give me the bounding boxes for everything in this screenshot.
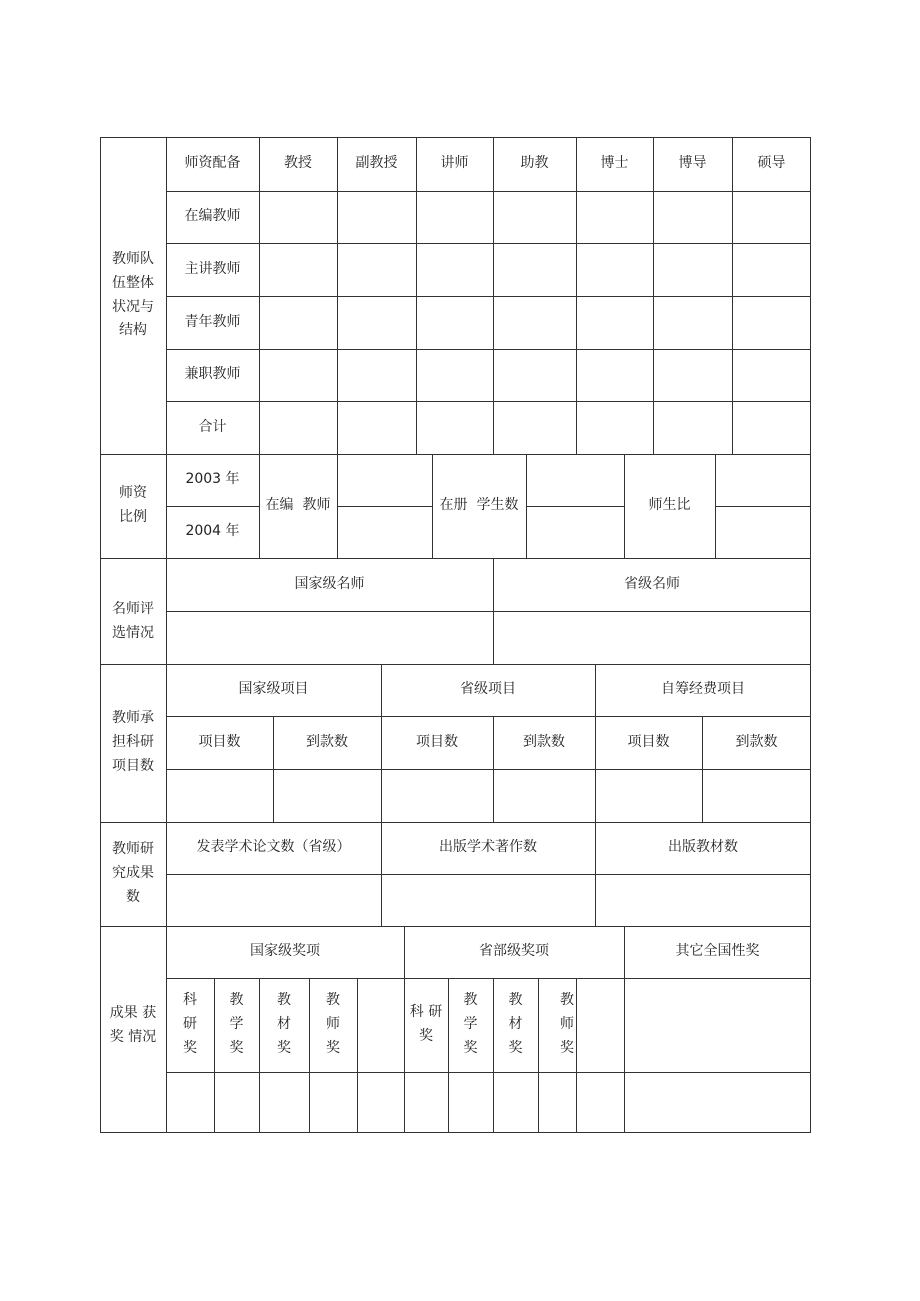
label-line: 选情况 [112, 625, 154, 641]
label-line: 名师评 [112, 601, 154, 618]
award-char: 科 研 [409, 1004, 443, 1021]
group-header: 国家级奖项 [250, 943, 320, 960]
header-cell: 硕导 [757, 155, 786, 172]
result-header: 出版教材数 [668, 839, 738, 856]
award-type-cell [493, 978, 538, 1072]
header-cell: 助教 [520, 155, 549, 172]
award-char: 奖 [326, 1039, 340, 1056]
row-label: 兼职教师 [184, 366, 241, 383]
label-line: 师资 [119, 485, 147, 502]
group-header: 国家级项目 [238, 681, 309, 698]
group-header: 省级项目 [460, 681, 516, 698]
header-cell: 副教授 [355, 155, 398, 172]
award-char: 材 [277, 1016, 291, 1033]
label-line: 究成果 [112, 865, 154, 882]
label-line: 项目数 [112, 757, 154, 774]
header-cell: 教授 [284, 155, 312, 172]
award-char: 教 [508, 992, 523, 1009]
provincial-teacher-header: 省级名师 [624, 575, 680, 592]
award-char: 材 [508, 1016, 523, 1033]
award-char: 奖 [560, 1039, 574, 1056]
result-header: 发表学术论文数（省级） [196, 839, 351, 856]
national-teacher-header: 国家级名师 [294, 575, 365, 592]
year-cell: 2004 年 [185, 523, 240, 540]
award-char: 奖 [229, 1039, 244, 1056]
award-char: 科 [183, 992, 197, 1009]
award-char: 奖 [277, 1039, 291, 1056]
award-type-cell [404, 978, 448, 1072]
award-char: 教 [326, 992, 340, 1009]
year-cell: 2003 年 [185, 471, 240, 488]
section-research-results [100, 822, 811, 926]
section-label [100, 996, 166, 1056]
label-line: 教师研 [112, 841, 154, 858]
section-label [100, 454, 166, 558]
label-line: 成果 获 [109, 1005, 157, 1022]
award-char: 奖 [183, 1039, 197, 1056]
section-famous-teachers [100, 558, 811, 664]
row-label: 主讲教师 [184, 260, 241, 277]
label-line: 数 [126, 888, 140, 905]
label-line: 结构 [119, 322, 147, 339]
row-label: 在编教师 [184, 208, 241, 225]
award-char: 研 [183, 1016, 197, 1033]
award-char: 奖 [463, 1039, 478, 1056]
group-header: 自筹经费项目 [661, 681, 745, 698]
section-label [100, 822, 166, 926]
header-cell: 博士 [600, 155, 629, 172]
sub-header: 到款数 [306, 733, 348, 750]
section-label [100, 580, 166, 664]
group-header: 省部级奖项 [479, 943, 549, 960]
award-char: 教 [277, 992, 291, 1009]
award-type-cell [309, 978, 357, 1072]
section-staff-ratio [100, 454, 811, 558]
section-staff-structure [100, 137, 811, 454]
award-char: 教 [229, 992, 244, 1009]
teachers-label: 在编 教师 [265, 497, 331, 514]
award-type-cell [214, 978, 259, 1072]
award-type-cell [259, 978, 309, 1072]
section-awards [100, 926, 811, 1133]
label-line: 教师队 [112, 250, 154, 267]
row-label: 青年教师 [184, 313, 241, 330]
header-cell: 博导 [678, 155, 707, 172]
label-line: 伍整体 [112, 274, 154, 291]
result-header: 出版学术著作数 [439, 839, 537, 856]
sub-header: 项目数 [627, 733, 670, 750]
label-line: 状况与 [112, 298, 154, 315]
section-label [100, 664, 166, 822]
sub-header: 到款数 [735, 733, 778, 750]
award-type-cell [448, 978, 493, 1072]
sub-header: 项目数 [198, 733, 241, 750]
header-cell: 师资配备 [184, 155, 241, 172]
sub-header: 到款数 [523, 733, 565, 750]
label-line: 担科研 [112, 734, 154, 751]
award-char: 师 [326, 1016, 340, 1033]
award-type-cell [166, 978, 214, 1072]
award-char: 教 [560, 992, 574, 1009]
label-line: 比例 [119, 509, 147, 525]
section-research-projects [100, 664, 811, 822]
award-char: 教 [463, 992, 478, 1009]
award-char: 学 [229, 1016, 244, 1033]
sub-header: 项目数 [416, 733, 458, 750]
header-cell: 讲师 [440, 155, 469, 172]
award-char: 奖 [419, 1028, 433, 1044]
section-label [100, 137, 166, 454]
group-header: 其它全国性奖 [675, 943, 760, 960]
label-line: 奖 情况 [109, 1029, 157, 1045]
students-label: 在册 学生数 [439, 497, 519, 514]
award-char: 奖 [508, 1039, 523, 1056]
ratio-label: 师生比 [648, 497, 691, 514]
label-line: 教师承 [112, 710, 154, 727]
award-type-cell [538, 978, 576, 1072]
row-label: 合计 [198, 418, 227, 435]
award-char: 学 [463, 1016, 478, 1033]
award-char: 师 [560, 1016, 574, 1033]
